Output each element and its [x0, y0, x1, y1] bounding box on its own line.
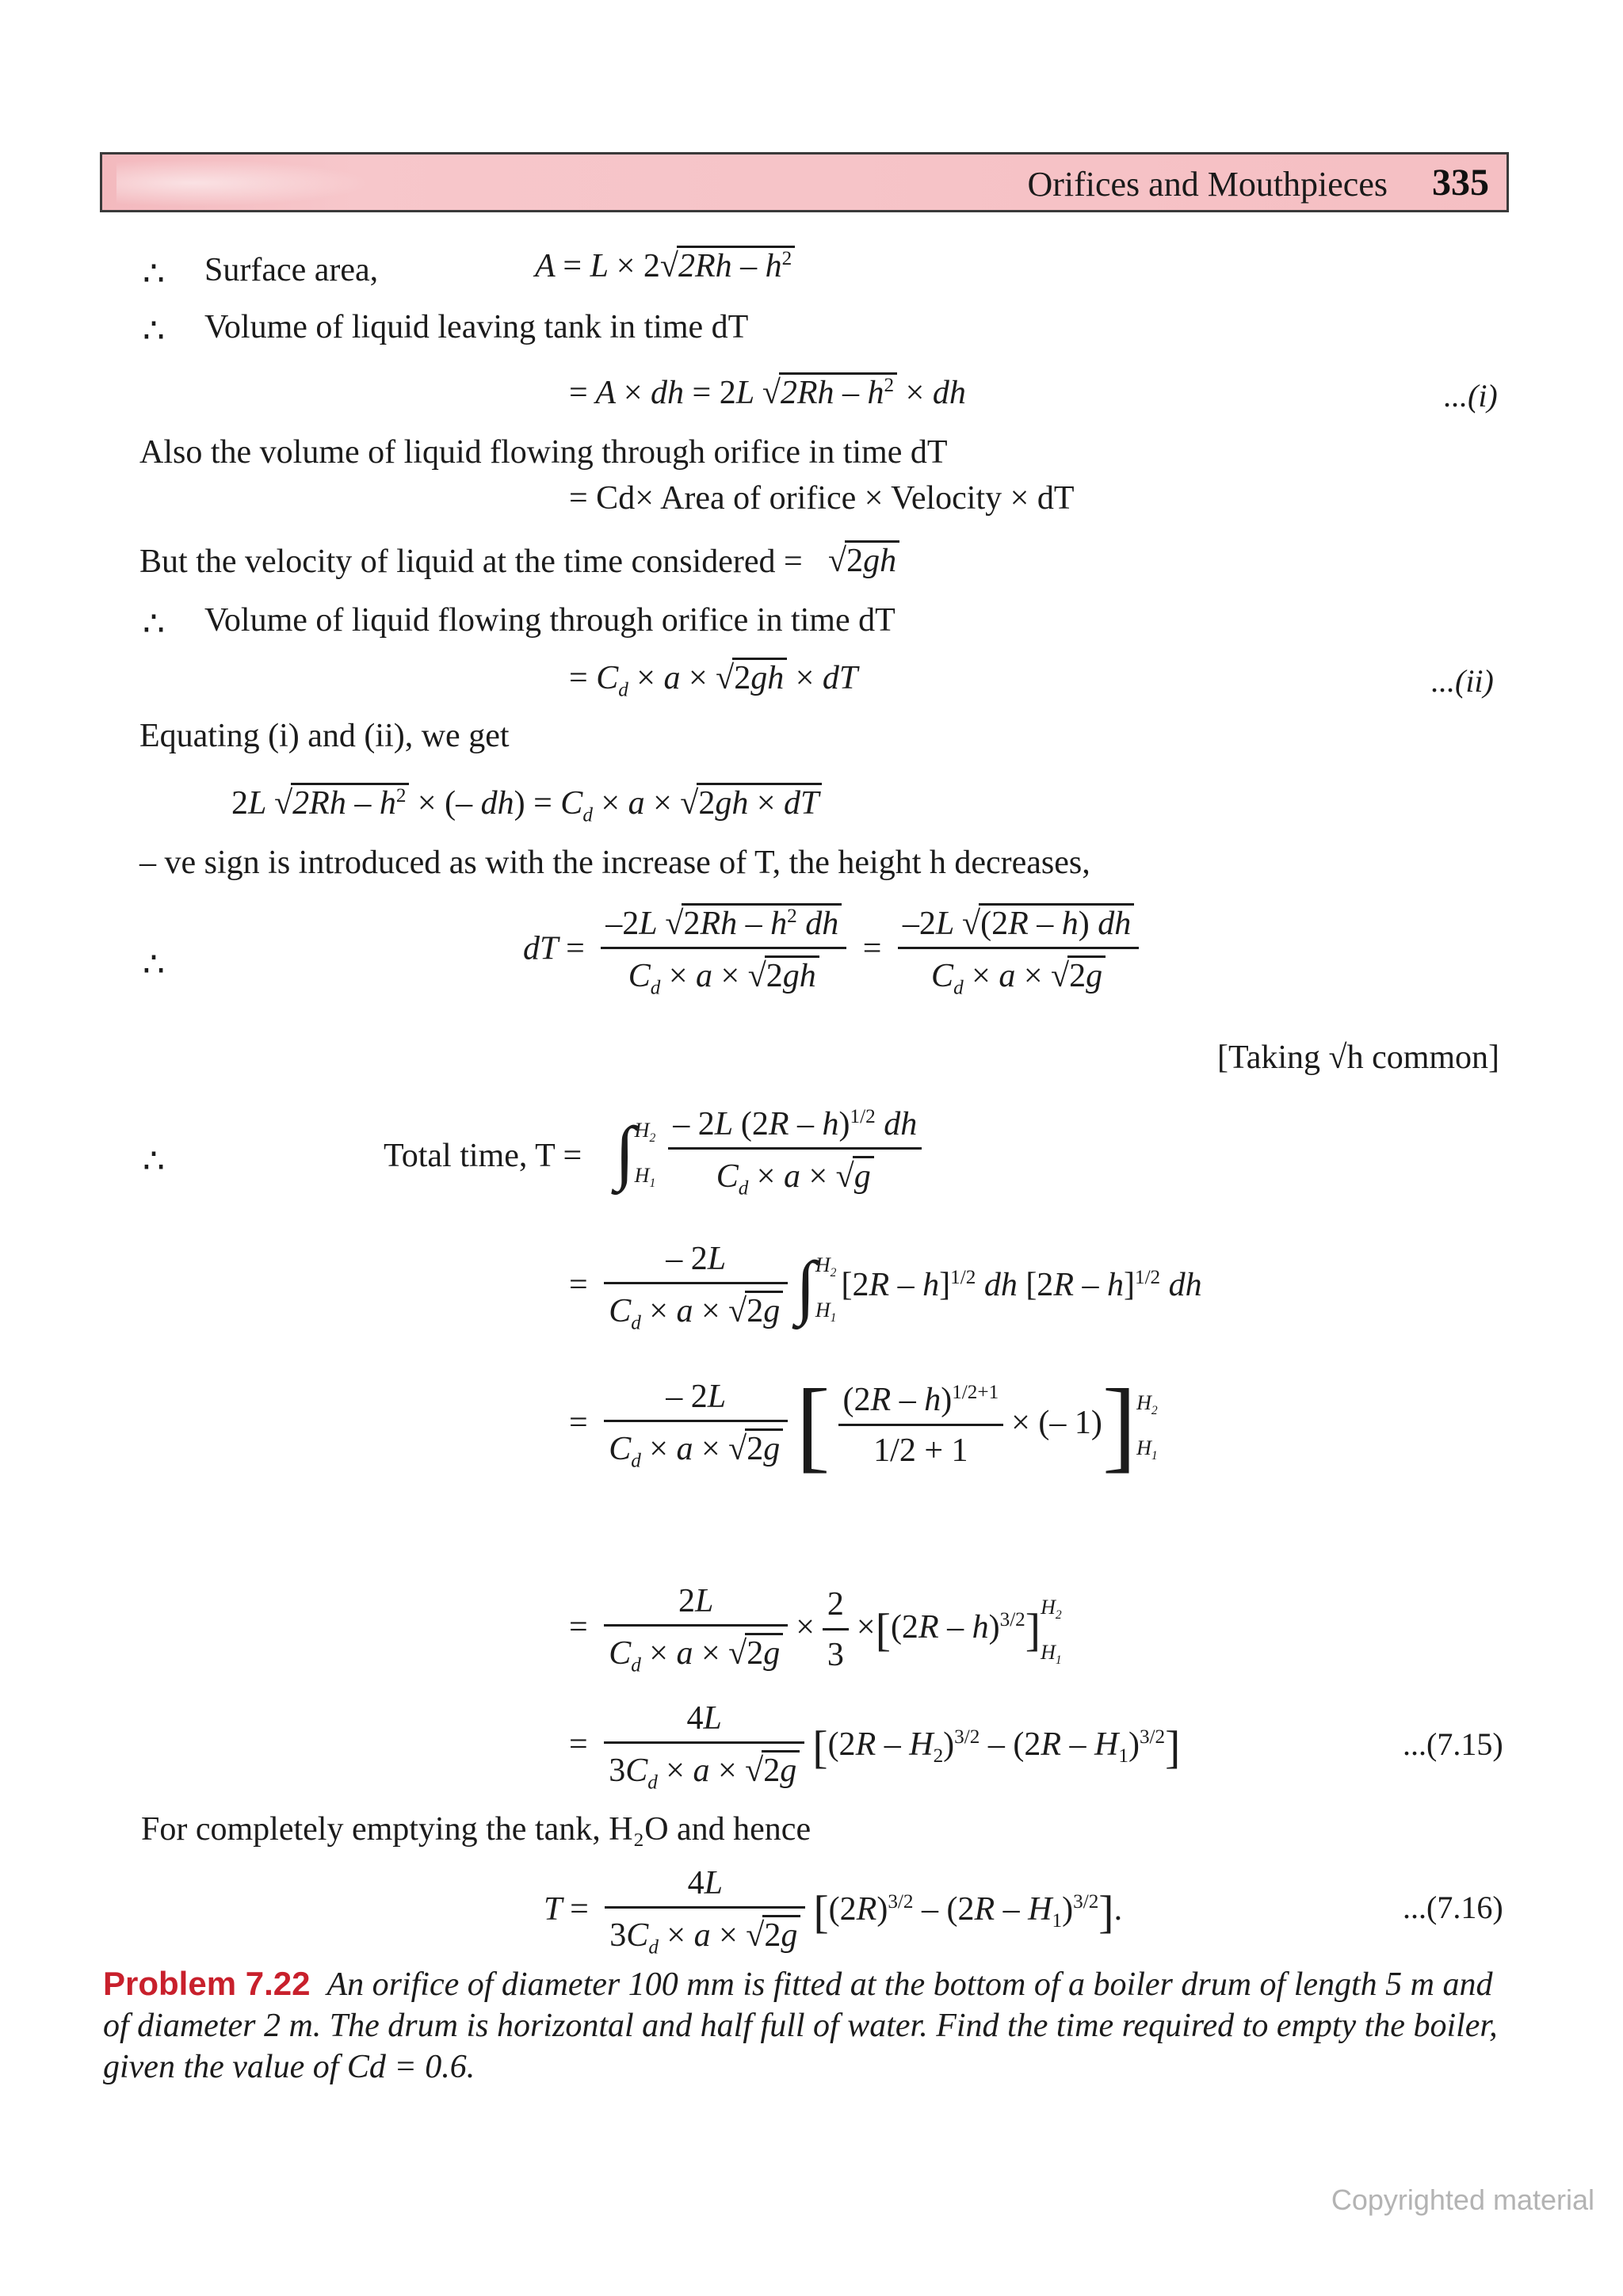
therefore-symbol: ∴	[143, 1142, 165, 1180]
equating-text: Equating (i) and (ii), we get	[139, 718, 510, 754]
equation-7-16: T = $\frac{4L}{3C_d \times a \times √2g}$ $[(2R)^{3/2} - (2R - H_1)^{3/2}]$.	[544, 1865, 1123, 1958]
surface-area-label: Surface area,	[204, 252, 379, 288]
header-decoration	[116, 159, 370, 207]
copyright-watermark: Copyrighted material	[1331, 2183, 1594, 2216]
page-header	[100, 152, 1509, 212]
also-volume-text: Also the volume of liquid flowing through orifice in time dT	[139, 434, 948, 471]
integral-step-3: = $\frac{2L}{C_d \times a \times √2g}$ × $\frac{2}{3}$ ×[(2R – h)$^{3/2}$] $H_2$ $H_1$	[569, 1583, 1062, 1676]
chapter-title: Orifices and Mouthpieces	[1027, 165, 1388, 204]
therefore-symbol: ∴	[143, 945, 165, 984]
equation-number-7-15: ...(7.15)	[1403, 1726, 1503, 1762]
volume-leaving-text: Volume of liquid leaving tank in time dT	[204, 309, 749, 345]
problem-statement	[103, 1963, 1514, 2088]
page-number: 335	[1432, 162, 1489, 204]
volume-flowing-text: Volume of liquid flowing through orifice in time dT	[204, 602, 896, 639]
problem-text: An orifice of diameter 100 mm is fitted at the bottom of a boiler drum of length 5 m and of diameter 2 m. The drum is horizontal and half full of water. Find the time required to empty the boiler, given the value of Cd = 0.6.	[103, 1966, 1498, 2085]
therefore-symbol: ∴	[143, 605, 165, 643]
total-time-label: Total time, T =	[384, 1138, 582, 1174]
therefore-symbol: ∴	[143, 311, 165, 350]
surface-area-equation: $A = L \times 2√2Rh - h^2$	[535, 246, 795, 284]
velocity-sqrt: √2gh	[828, 540, 899, 579]
equation-number-i: ...(i)	[1444, 378, 1498, 414]
cd-area-velocity-text: = Cd× Area of orifice × Velocity × dT	[569, 480, 1075, 517]
emptying-text: For completely emptying the tank, H₂O and hence	[141, 1811, 812, 1848]
therefore-symbol: ∴	[143, 254, 165, 293]
equation-ii: = $C_d \times a \times √2gh$ × dT	[569, 658, 857, 701]
negative-sign-text: – ve sign is introduced as with the increase of T, the height h decreases,	[139, 845, 1090, 881]
equation-7-15: = $\frac{4L}{3C_d \times a \times √2g}$ $[(2R - H_2)^{3/2} - (2R - H_1)^{3/2}]$	[569, 1700, 1181, 1794]
velocity-text: But the velocity of liquid at the time considered =	[139, 543, 803, 580]
total-time-integral: ∫ $H_2$ $H_1$ $\frac{- 2L (2R - h)^{1/2} dh}{C_d \times a \times √g}$	[615, 1106, 930, 1199]
equation-number-ii: ...(ii)	[1431, 663, 1494, 699]
integral-step-1: = $\frac{- 2L}{C_d \times a \times √2g}$ ∫ $H_2$ $H_1$ [2R – h]$^{1/2}$ dh [2R – h]$^{1/2}$ dh	[569, 1241, 1202, 1334]
integral-step-2: = $\frac{- 2L}{C_d \times a \times √2g}$ [ $\frac{(2R - h)^{1/2+1}}{1/2 + 1}$ × (– 1)] $H_2$ $H_1$	[569, 1368, 1158, 1483]
equation-i: = A × dh = 2L $√2Rh - h^2$ × dh	[569, 372, 966, 411]
equation-number-7-16: ...(7.16)	[1403, 1890, 1503, 1925]
taking-root-h-common: [Taking √h common]	[1217, 1039, 1500, 1076]
equated-equation: 2L $√2Rh - h^2$ × (– $dh) = C_d \times a \times √2gh$ × dT	[231, 783, 822, 826]
problem-label: Problem 7.22	[103, 1965, 311, 2002]
dT-equation: dT = $\frac{-2L √2Rh - h^2 dh}{C_d \times a \times √2gh}$ = $\frac{-2L √(2R - h) dh}{C_d \times a \times √2g}$	[523, 903, 1147, 999]
